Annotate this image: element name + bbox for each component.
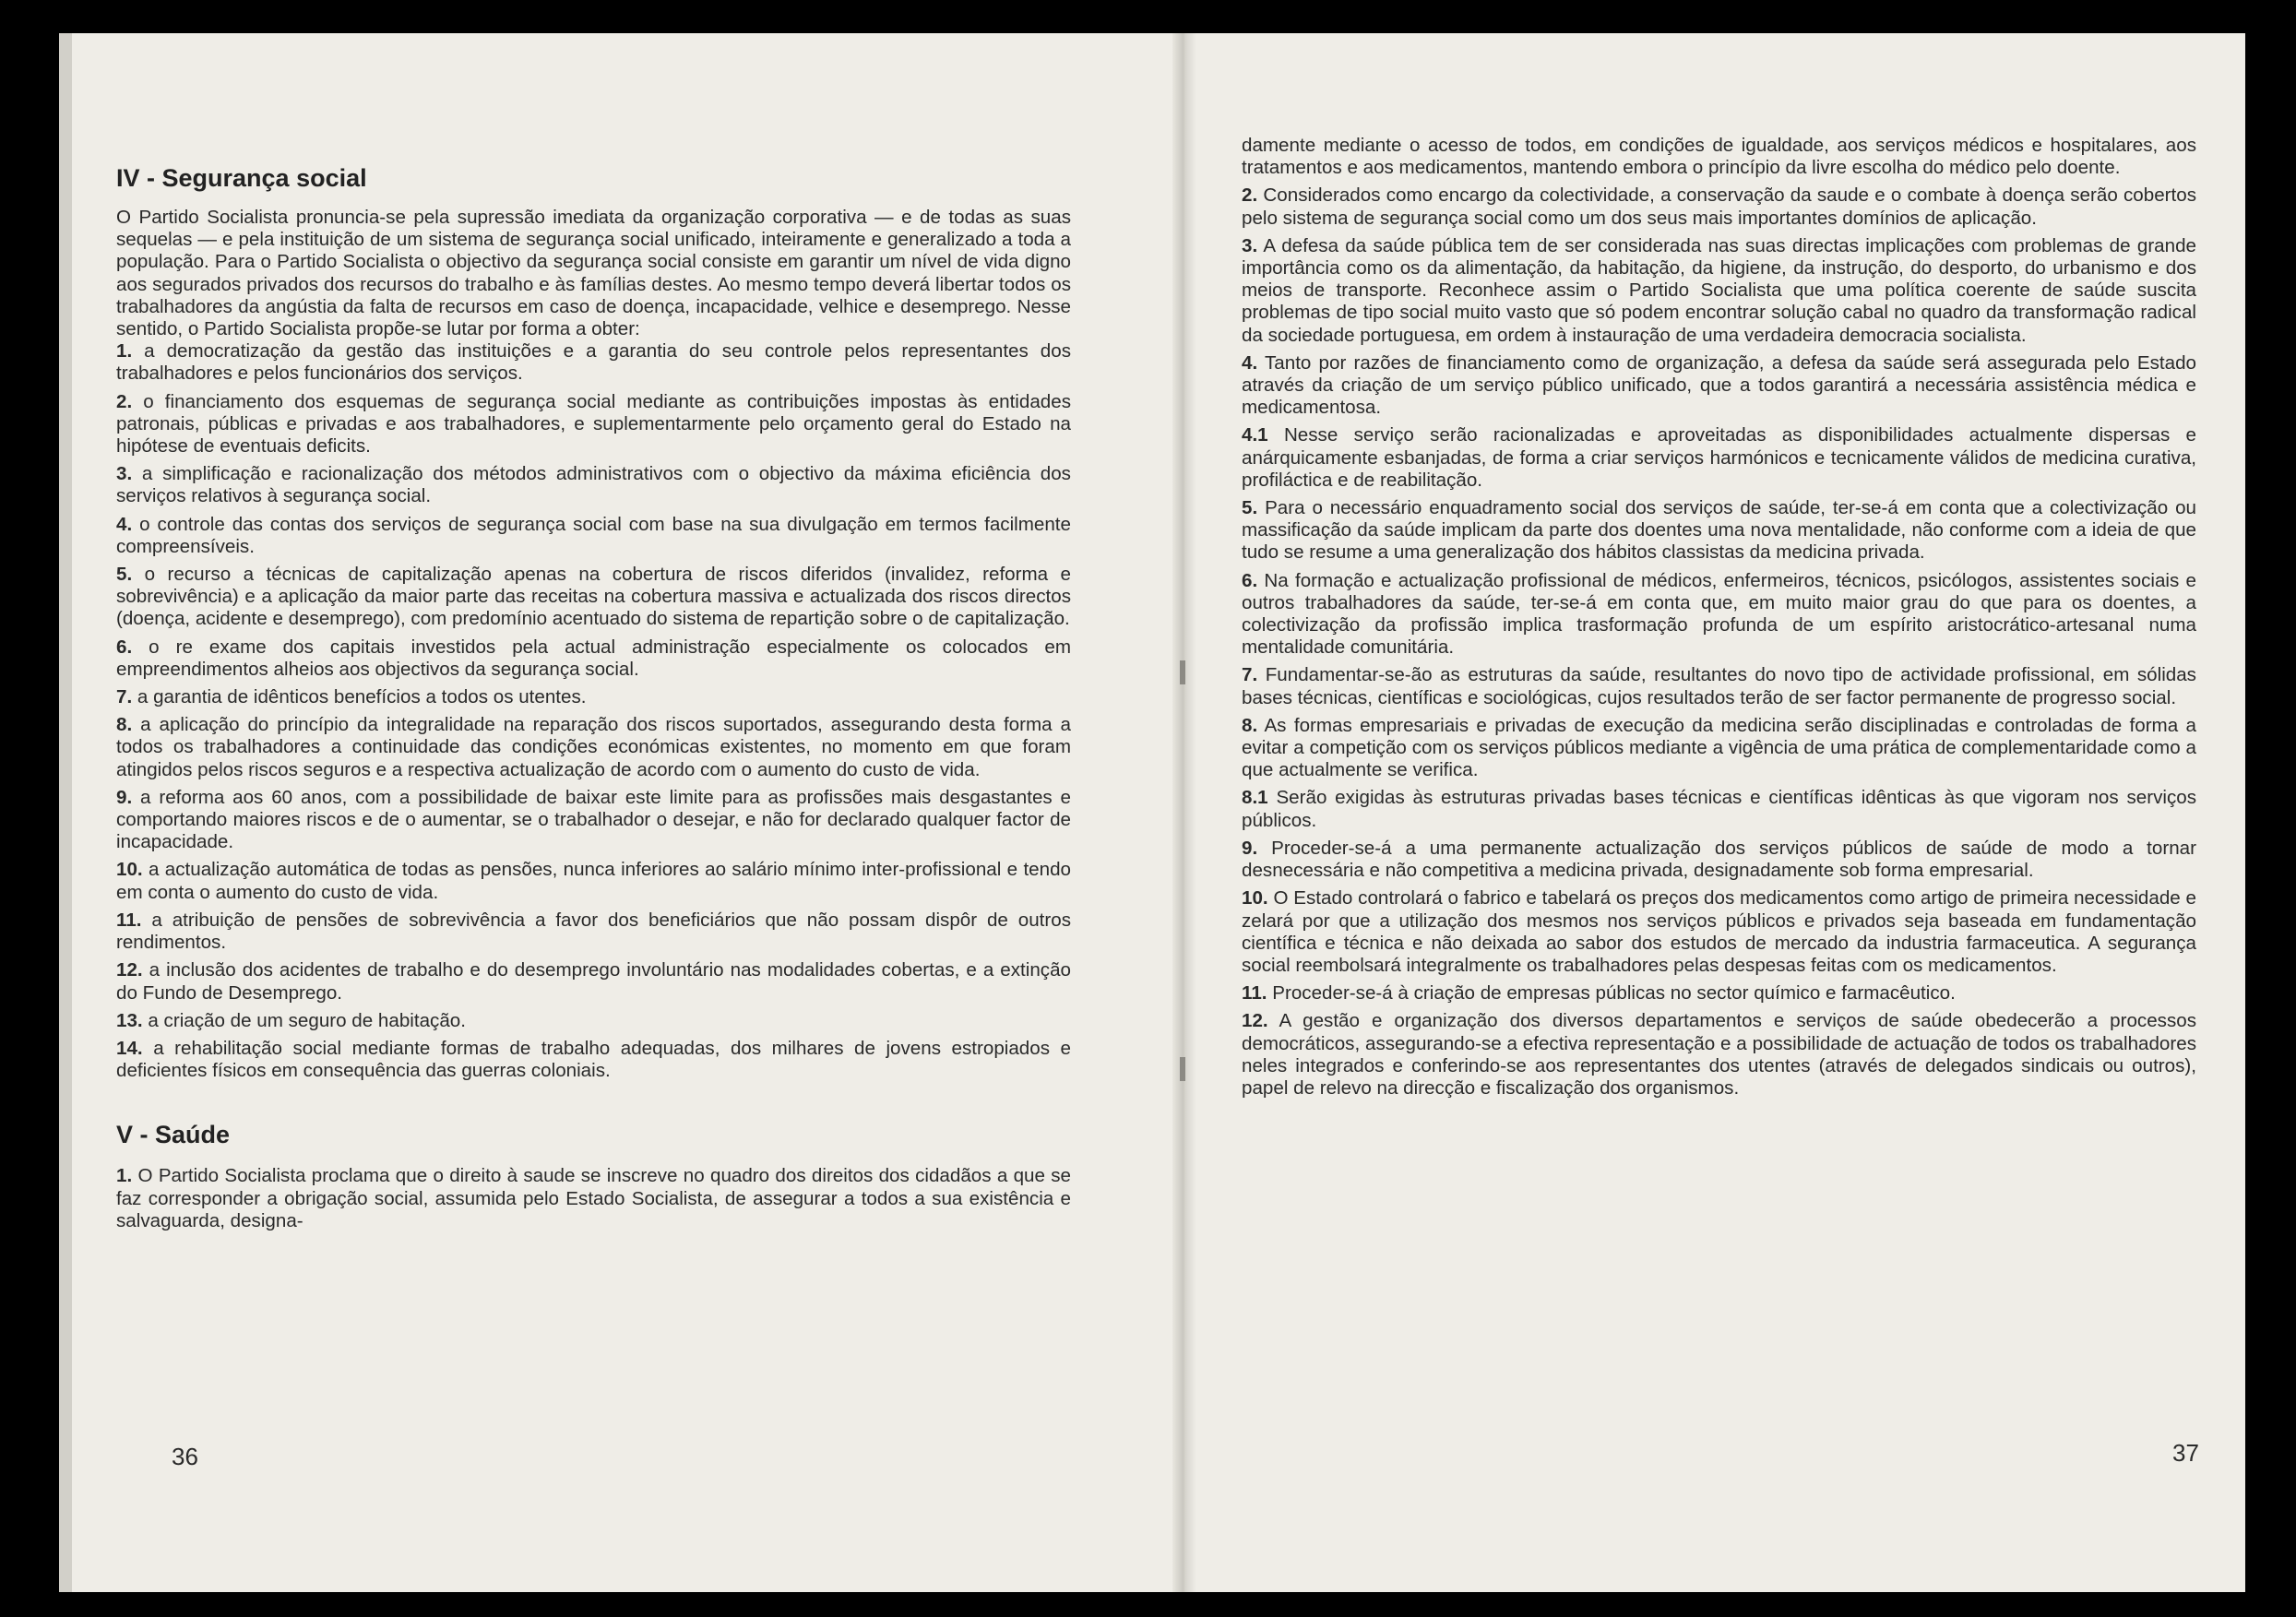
- item-number: 8.: [1242, 714, 1258, 736]
- item-number: 4.: [116, 513, 133, 535]
- item-text: a democratização da gestão das instituições e a garantia do seu controle pelos representantes dos trabalhadores e pelos funcionários dos serviços.: [116, 340, 1071, 385]
- item-number: 1.: [116, 340, 133, 363]
- item-text: o re exame dos capitais investidos pela actual administração especialmente os colocados em empreendimentos alheios aos objectivos da segurança social.: [116, 636, 1071, 680]
- item-text: o financiamento dos esquemas de segurança social mediante as contribuições impostas às entidades patronais, públicas e privadas e aos trabalhadores, e suplementarmente pelo orçamento geral do Estado na hipótese de eventuais deficits.: [116, 390, 1071, 458]
- list-item: [116, 463, 1071, 507]
- item-number: 8.1: [1242, 787, 1268, 809]
- item-number: 7.: [1242, 664, 1258, 686]
- list-item: [116, 514, 1071, 558]
- list-item: [116, 910, 1071, 954]
- item-number: 3.: [1242, 234, 1258, 256]
- item-number: 1.: [116, 1165, 133, 1187]
- item-number: 6.: [116, 636, 133, 658]
- item-text: O Estado controlará o fabrico e tabelará os preços dos medicamentos como artigo de primeira necessidade e zelará por que a utilização dos mesmos nos serviços públicos e privados seja baseada em fundamentação científica e técnica e não deixada ao sabor dos estudos de mercado da industria farmaceutica. A segurança social reembolsará integralmente os trabalhadores pelas despesas feitas com os medicamentos.: [1242, 887, 2196, 976]
- page-number-left: 36: [172, 1443, 198, 1470]
- list-item: [116, 391, 1071, 458]
- item-number: 9.: [1242, 837, 1258, 859]
- item-number: 5.: [116, 564, 133, 586]
- list-item: [1242, 570, 2196, 660]
- item-text: Na formação e actualização profissional de médicos, enfermeiros, técnicos, psicólogos, assistentes sociais e outros trabalhadores da saúde, ter-se-á em conta que, em muito maior grau do que para os doentes, a colectivização da profissão implica trasformação profunda de um espírito aristocrático-artesanal numa mentalidade comunitária.: [1242, 569, 2196, 659]
- item-text: a criação de um seguro de habitação.: [148, 1009, 466, 1031]
- list-item: [116, 686, 1071, 708]
- item-number: 6.: [1242, 569, 1258, 591]
- list-item: [1242, 1010, 2196, 1100]
- item-text: Proceder-se-á a uma permanente actualização dos serviços públicos de saúde de modo a tornar desnecessária e não competitiva a medicina privada, designadamente sob forma empresarial.: [1242, 837, 2196, 882]
- item-number: 12.: [116, 959, 143, 981]
- list-item: [1242, 887, 2196, 977]
- list-item: [116, 1038, 1071, 1082]
- item-number: 4.1: [1242, 424, 1268, 446]
- item-number: 14.: [116, 1037, 143, 1059]
- item-number: 8.: [116, 714, 133, 736]
- item-text: Para o necessário enquadramento social dos serviços de saúde, ter-se-á em conta que a colectivização ou massificação da saúde implicam da parte dos doentes uma nova mentalidade, não conforme com a ideia de que tudo se resume a uma generalização dos hábitos classistas da medicina privada.: [1242, 497, 2196, 564]
- list-item: [116, 636, 1071, 681]
- staple-top: [1180, 660, 1185, 684]
- item-number: 2.: [116, 390, 133, 412]
- item-number: 4.: [1242, 351, 1258, 374]
- list-item: [116, 564, 1071, 631]
- book-gutter: [1172, 33, 1196, 1592]
- list-item: [1242, 497, 2196, 565]
- item-number: 11.: [1242, 982, 1267, 1005]
- item-number: 12.: [1242, 1010, 1268, 1032]
- item-number: 10.: [1242, 887, 1268, 910]
- item-text: a simplificação e racionalização dos métodos administrativos com o objectivo da máxima eficiência dos serviços relativos à segurança social.: [116, 463, 1071, 507]
- item-text: Proceder-se-á à criação de empresas públicas no sector químico e farmacêutico.: [1272, 982, 1956, 1005]
- list-item: [1242, 715, 2196, 782]
- list-item: [1242, 235, 2196, 347]
- continuation-paragraph: damente mediante o acesso de todos, em condições de igualdade, aos serviços médicos e hospitalares, aos tratamentos e aos medicamentos, mantendo embora o princípio da livre escolha do médico pelo doente.: [1242, 135, 2196, 179]
- item-text: a rehabilitação social mediante formas de trabalho adequadas, dos milhares de jovens estropiados e deficientes físicos em consequência das guerras coloniais.: [116, 1037, 1071, 1082]
- item-text: O Partido Socialista proclama que o direito à saude se inscreve no quadro dos direitos dos cidadãos a que se faz corresponder a obrigação social, assumida pelo Estado Socialista, de assegurar a todos a sua existência e salvaguarda, designa-: [116, 1165, 1071, 1231]
- item-text: o controle das contas dos serviços de segurança social com base na sua divulgação em termos facilmente compreensíveis.: [116, 513, 1071, 557]
- item-text: As formas empresariais e privadas de execução da medicina serão disciplinadas e controladas de forma a evitar a competição com os serviços públicos mediante a vigência de uma prática de complementaridade como a que actualmente se verifica.: [1242, 714, 2196, 781]
- list-item: [1242, 184, 2196, 229]
- item-text: Serão exigidas às estruturas privadas bases técnicas e científicas idênticas às que vigoram nos serviços públicos.: [1242, 787, 2196, 831]
- item-text: A defesa da saúde pública tem de ser considerada nas suas directas implicações com problemas de grande importância como os da alimentação, da habitação, da higiene, da instrução, do desporto, do urbanismo e dos meios de transporte. Reconhece assim o Partido Socialista que uma política coerente de saúde suscita problemas de tipo social muito vasto que só podem encontrar solução cabal no quadro da transformação radical da sociedade portuguesa, em ordem à instauração de uma verdadeira democracia socialista.: [1242, 234, 2196, 346]
- item-text: a reforma aos 60 anos, com a possibilidade de baixar este limite para as profissões mais desgastantes e comportando maiores riscos e de o aumentar, se o trabalhador o desejar, e não for declarado qualquer factor de incapacidade.: [116, 786, 1071, 853]
- item-text: Tanto por razões de financiamento como de organização, a defesa da saúde será assegurada pelo Estado através da criação de um serviço público unificado, que a todos garantirá a necessária assistência médica e medicamentosa.: [1242, 351, 2196, 419]
- item-text: Nesse serviço serão racionalizadas e aproveitadas as disponibilidades actualmente dispersas e anárquicamente esbanjadas, de forma a criar serviços harmónicos e tecnicamente válidos de medicina curativa, profiláctica e de reabilitação.: [1242, 424, 2196, 491]
- item-text: Fundamentar-se-ão as estruturas da saúde, resultantes do novo tipo de actividade profissional, em sólidas bases técnicas, científicas e sociológicas, cujos resultados terão de ser factor permanente de progresso social.: [1242, 664, 2196, 708]
- item-number: 9.: [116, 786, 133, 808]
- section-heading-seguranca-social: IV - Segurança social: [116, 164, 367, 192]
- item-number: 10.: [116, 859, 143, 881]
- list-item: [1242, 352, 2196, 420]
- staple-bottom: [1180, 1057, 1185, 1081]
- item-text: a actualização automática de todas as pensões, nunca inferiores ao salário mínimo inter-profissional e tendo em conta o aumento do custo de vida.: [116, 859, 1071, 903]
- list-item: [116, 714, 1071, 781]
- item-number: 3.: [116, 463, 133, 485]
- list-item: [1242, 838, 2196, 882]
- right-page-text: [1242, 135, 2196, 1105]
- section-heading-saude: V - Saúde: [116, 1121, 231, 1149]
- item-number: 2.: [1242, 184, 1258, 207]
- item-text: o recurso a técnicas de capitalização apenas na cobertura de riscos diferidos (invalidez, reforma e sobrevivência) e a aplicação da maior parte das receitas na cobertura massiva e actualizada dos riscos directos (doença, acidente e desemprego), com predomínio acentuado do sistema de repartição sobre o de capitalização.: [116, 564, 1071, 630]
- list-item: [116, 859, 1071, 903]
- numbered-list: [1242, 184, 2196, 1100]
- intro-paragraph: O Partido Socialista pronuncia-se pela supressão imediata da organização corporativa — e de todas as suas sequelas — e pela instituição de um sistema de segurança social unificado, inteiramente e generalizado a toda a população. Para o Partido Socialista o objectivo da segurança social consiste em garantir um nível de vida digno aos segurados privados dos recursos do trabalho e às famílias destes. Ao mesmo tempo deverá libertar todos os trabalhadores da angústia da falta de recursos em caso de doença, incapacidade, velhice e desemprego. Nesse sentido, o Partido Socialista propõe-se lutar por forma a obter:: [116, 207, 1071, 340]
- item-text: A gestão e organização dos diversos departamentos e serviços de saúde obedecerão a processos democráticos, assegurando-se a efectiva representação e a possibilidade de actuação de todos os trabalhadores neles integrados e conferindo-se aos representantes dos utentes (através de delegados sindicais ou outros), papel de relevo na direcção e fiscalização dos organismos.: [1242, 1010, 2196, 1099]
- item-number: 13.: [116, 1009, 143, 1031]
- list-item: [1242, 982, 2196, 1005]
- list-item: [1242, 787, 2196, 831]
- page-number-right: 37: [2172, 1439, 2199, 1467]
- left-page-text: [116, 162, 1071, 1238]
- item-text: a garantia de idênticos benefícios a todos os utentes.: [137, 686, 587, 708]
- list-item: [1242, 424, 2196, 492]
- list-item: [116, 959, 1071, 1004]
- list-item: [116, 1165, 1071, 1232]
- list-item: [116, 1010, 1071, 1032]
- numbered-list: [116, 340, 1071, 1082]
- item-text: a atribuição de pensões de sobrevivência a favor dos beneficiários que não possam dispôr de outros rendimentos.: [116, 909, 1071, 954]
- item-number: 7.: [116, 686, 133, 708]
- item-text: a aplicação do princípio da integralidade na reparação dos riscos suportados, assegurando desta forma a todos os trabalhadores a continuidade das condições económicas existentes, no momento em que foram atingidos pelos riscos seguros e a respectiva actualização de acordo com o aumento do custo de vida.: [116, 714, 1071, 780]
- list-item: [116, 787, 1071, 854]
- item-number: 5.: [1242, 497, 1258, 519]
- item-text: a inclusão dos acidentes de trabalho e do desemprego involuntário nas modalidades cobertas, e a extinção do Fundo de Desemprego.: [116, 959, 1071, 1004]
- item-text: Considerados como encargo da colectividade, a conservação da saude e o combate à doença serão cobertos pelo sistema de segurança social como um dos seus mais importantes domínios de aplicação.: [1242, 184, 2196, 229]
- item-number: 11.: [116, 909, 142, 931]
- list-item: [116, 340, 1071, 385]
- list-item: [1242, 664, 2196, 708]
